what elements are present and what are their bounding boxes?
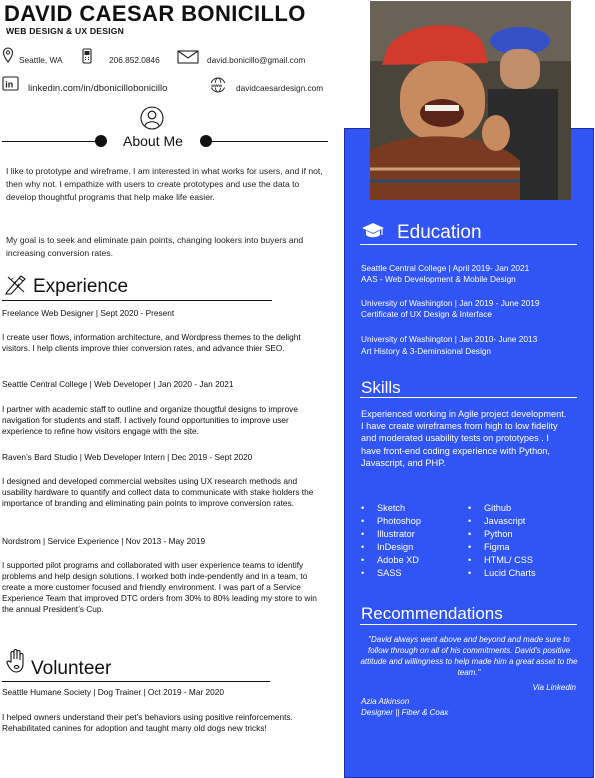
- education-entry-3-line1: University of Washington | Jan 2010- June 2013: [361, 334, 538, 344]
- volunteer-head: Seattle Humane Society | Dog Trainer | Oct 2019 - Mar 2020: [2, 687, 224, 697]
- volunteer-body: I helped owners understand their pet’s behaviors using positive reinforcements. Rehabilitated canines for adoption and taught many old dogs new tricks!: [2, 712, 293, 733]
- raised-hand-icon: [5, 648, 27, 679]
- recommendation-author: Azia Atkinson: [361, 697, 410, 706]
- skills-title: Skills: [361, 378, 401, 397]
- skill-item: • Figma: [468, 541, 568, 554]
- www-label: www: [211, 82, 222, 88]
- job-body: I create user flows, information architecture, and Wordpress themes to the delight visitors. I help clients improve thier conversion rates, and advance thier SEO.: [2, 332, 301, 353]
- recommendations-rule: [360, 624, 577, 625]
- skill-item: • Photoshop: [361, 515, 461, 528]
- skill-item: • Illustrator: [361, 528, 461, 541]
- website-link[interactable]: davidcaesardesign.com: [236, 83, 324, 93]
- about-paragraph-1: I like to prototype and wireframe. I am interested in what works for users, and if not, then why not. I empathize with users to create prototypes and use the data to develop thoughtful programs that help make life easier.: [6, 166, 323, 202]
- education-entry-1-line2: AAS - Web Development & Mobile Design: [361, 274, 516, 284]
- skills-summary: Experienced working in Agile project development. I have create wireframes from high to low fidelity and moderated usability tests on prototypes . I have front-end coding experience with Python, Javascript, and PHP.: [361, 409, 567, 468]
- pencil-ruler-icon: [4, 273, 28, 300]
- location-pin-icon: [2, 47, 14, 68]
- education-rule: [360, 244, 577, 245]
- job-body: I designed and developed commercial websites using UX research methods and usability hardware to quantify and collect data to communicate with stake holders the importance of branding and eliminating pain points to improve conversion rates.: [2, 476, 314, 508]
- about-title: About Me: [123, 133, 183, 149]
- skills-rule: [360, 397, 577, 398]
- skill-item: • HTML/ CSS: [468, 554, 568, 567]
- job-head: Freelance Web Designer | Sept 2020 - Present: [2, 308, 175, 318]
- skills-list-right: [468, 502, 568, 580]
- mail-icon: [177, 50, 199, 69]
- phone-icon: [81, 48, 93, 69]
- linkedin-link[interactable]: linkedin.com/in/dbonicillobonicillo: [28, 83, 168, 94]
- education-entry-1-line1: Seattle Central College | April 2019- Jan 2021: [361, 263, 530, 273]
- skill-item: • Adobe XD: [361, 554, 461, 567]
- skill-item: • SASS: [361, 567, 461, 580]
- skill-item: • Github: [468, 502, 568, 515]
- volunteer-rule: [2, 681, 270, 682]
- recommendation-quote: "David always went above and beyond and made sure to follow through on all of his commitments. David's positive attitude and willingness to help made him a great asset to the team.": [360, 635, 578, 677]
- user-icon: [140, 106, 164, 135]
- resume-subtitle: WEB DESIGN & UX DESIGN: [6, 26, 125, 36]
- phone-text[interactable]: 206.852.0846: [109, 55, 160, 65]
- web-globe-icon: [210, 77, 226, 98]
- job-body: I partner with academic staff to outline and organize thougtful designs to improve navigation for students and staff. I actively found opportunities to improve user experience to refine how visitors engage with the site.: [2, 404, 298, 436]
- education-title: Education: [397, 222, 482, 243]
- about-divider-right: [206, 141, 328, 142]
- job-head: Seattle Central College | Web Developer | Jan 2020 - Jan 2021: [2, 379, 234, 389]
- about-dot-left: [95, 135, 107, 147]
- skill-item: • InDesign: [361, 541, 461, 554]
- recommendation-source: Via Linkedin: [532, 683, 576, 692]
- skill-item: • Lucid Charts: [468, 567, 568, 580]
- email-link[interactable]: david.bonicillo@gmail.com: [207, 55, 306, 65]
- about-paragraph-2: My goal is to seek and eliminate pain points, changing lookers into buyers and increasing conversion rates.: [6, 235, 304, 258]
- skill-item: • Python: [468, 528, 568, 541]
- experience-title: Experience: [33, 276, 129, 297]
- profile-photo: [370, 1, 571, 200]
- experience-rule: [2, 300, 272, 301]
- location-text: Seattle, WA: [19, 55, 63, 65]
- linkedin-icon: [2, 76, 19, 96]
- resume-name: DAVID CAESAR BONICILLO: [4, 1, 306, 26]
- skill-item: • Javascript: [468, 515, 568, 528]
- volunteer-title: Volunteer: [31, 658, 112, 679]
- job-head: Nordstrom | Service Experience | Nov 2013 - May 2019: [2, 536, 206, 546]
- education-entry-3-line2: Art History & 3-Deminsional Design: [361, 346, 492, 356]
- skills-list-left: [361, 502, 461, 580]
- job-body: I supported pilot programs and collaborated with user experience teams to identify problems and help design solutions. I worked both inde-pendently and in a team, to create a more customer focused and friendly environment. I was part of a Service Experience Team that improved DTC orders from 30% to 80% leading my store to win the annual President’s Cup.: [2, 560, 317, 614]
- about-divider-left: [2, 141, 102, 142]
- education-entry-2-line1: University of Washington | Jan 2019 - June 2019: [361, 298, 540, 308]
- svg-text:in: in: [5, 79, 14, 90]
- skill-item: • Sketch: [361, 502, 461, 515]
- education-entry-2-line2: Certificate of UX Design & Interface: [361, 309, 492, 319]
- recommendations-title: Recommendations: [361, 604, 503, 623]
- recommendation-role: Designer || Fiber & Coax: [361, 708, 449, 717]
- graduation-cap-icon: [361, 222, 385, 245]
- job-head: Raven’s Bard Studio | Web Developer Intern | Dec 2019 - Sept 2020: [2, 452, 253, 462]
